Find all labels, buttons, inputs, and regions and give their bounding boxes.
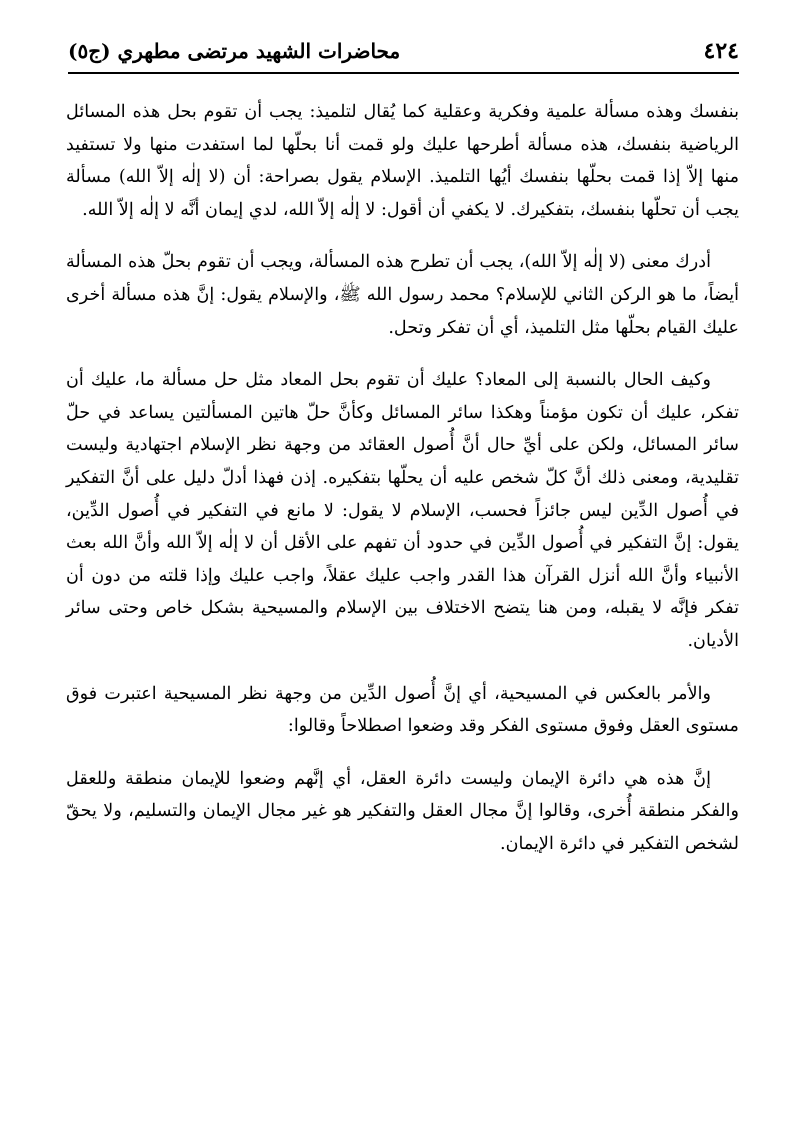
- paragraph: أدرك معنى (لا إلٰه إلاّ الله)، يجب أن تطرح هذه المسألة، ويجب أن تقوم بحلّ هذه المسألة أيضاً، ما هو الركن الثاني للإسلام؟ محمد رسول الله ﷺ، والإسلام يقول: إنَّ هذه مسألة أخرى عليك القيام بحلّها مثل التلميذ، أي أن تفكر وتحل.: [66, 252, 739, 338]
- paragraph: والأمر بالعكس في المسيحية، أي إنَّ أُصول الدِّين من وجهة نظر المسيحية اعتبرت فوق مستوى العقل وفوق مستوى الفكر وقد وضعوا اصطلاحاً وقالوا:: [66, 683, 739, 737]
- page-header: [68, 30, 739, 74]
- paragraph: إنَّ هذه هي دائرة الإيمان وليست دائرة العقل، أي إنَّهم وضعوا للإيمان منطقة وللعقل والفكر منطقة أُخرى، وقالوا إنَّ مجال العقل والتفكير هو غير مجال الإيمان والتسليم، ولا يحقّ لشخص التفكير في دائرة الإيمان.: [66, 768, 739, 854]
- page-body: [66, 96, 739, 880]
- paragraph: بنفسك وهذه مسألة علمية وفكرية وعقلية كما يُقال لتلميذ: يجب أن تقوم بحل هذه المسائل الرياضية بنفسك، هذه مسألة أطرحها عليك ولو قمت أنا بحلّها لما استفدت منها ولا تستفيد منها إلاّ إذا قمت بحلّها بنفسك أيُها التلميذ. الإسلام يقول بصراحة: أن (لا إلٰه إلاّ الله) مسألة يجب أن تحلّها بنفسك، بتفكيرك. لا يكفي أن أقول: لا إلٰه إلاّ الله، لدي إيمان أنَّه لا إلٰه إلاّ الله.: [66, 102, 739, 220]
- running-title: محاضرات الشهيد مرتضى مطهري (ج٥): [68, 39, 401, 63]
- paragraph: وكيف الحال بالنسبة إلى المعاد؟ عليك أن تقوم بحل المعاد مثل حل مسألة ما، عليك أن تفكر، عليك أن تكون مؤمناً وهكذا سائر المسائل وكأنَّ حلّ هاتين المسألتين يساعد في حلّ سائر المسائل، ولكن على أيِّ حال أنَّ أُصول العقائد من وجهة نظر الإسلام اجتهادية وليست تقليدية، ومعنى ذلك أنَّ كلّ شخص عليه أن يحلّها بتفكيره. إذن فهذا أدلّ دليل على أنَّ التفكير في أُصول الدِّين ليس جائزاً فحسب، الإسلام لا يقول: لا مانع في التفكير في أُصول الدِّين، يقول: إنَّ التفكير في أُصول الدِّين في حدود أن تفهم على الأقل أن لا إلٰه إلاّ الله وأنَّ الله بعث الأنبياء وأنَّ الله أنزل القرآن هذا القدر واجب عليك عقلاً، واجب عليك وإذا قلته من دون أن تفكر فإنَّه لا يقبله، ومن هنا يتضح الاختلاف بين الإسلام والمسيحية بشكل خاص وحتى سائر الأديان.: [66, 370, 739, 651]
- page-number: ٤٢٤: [703, 38, 739, 64]
